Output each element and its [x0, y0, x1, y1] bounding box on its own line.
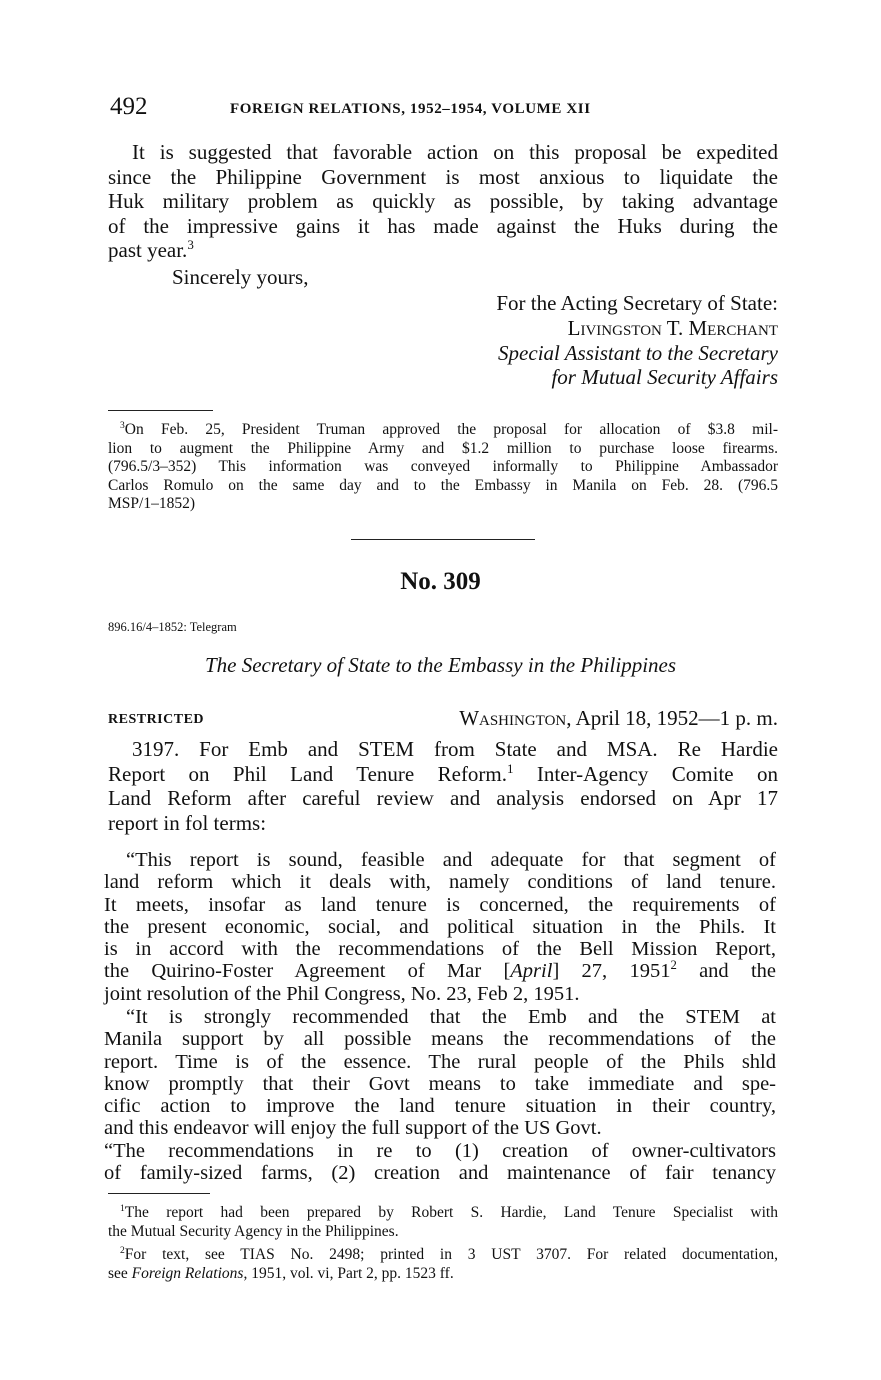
running-title: FOREIGN RELATIONS, 1952–1954, VOLUME XII: [230, 101, 591, 117]
signature-line: For the Acting Secretary of State:: [496, 291, 778, 315]
signatory-title: Special Assistant to the Secretary: [498, 340, 778, 365]
document-number: No. 309: [400, 568, 481, 595]
text-line: cific action to improve the land tenure situation in their country,: [104, 1095, 776, 1118]
text-line: “It is strongly recommended that the Emb and the STEM at: [126, 1006, 776, 1028]
text-line: Land Reform after careful review and analysis endorsed on Apr 17: [108, 786, 778, 811]
text-line: report. Time is of the essence. The rural people of the Phils shld: [104, 1050, 776, 1073]
footnote-line: $^2$For text, see TIAS No. 2498; printed in 3 UST 3707. For related documentation,: [120, 1244, 778, 1263]
text-line: Manila support by all possible means the recommendations of the: [104, 1028, 776, 1051]
text-line: It meets, insofar as land tenure is concerned, the requirements of: [104, 893, 776, 916]
quoted-paragraph: [104, 849, 776, 1005]
text-line: is in accord with the recommendations of the Bell Mission Report,: [104, 938, 776, 961]
text-line: know promptly that their Govt means to take immediate and spe-: [104, 1072, 776, 1095]
text-line: land reform which it deals with, namely conditions of land tenure.: [104, 871, 776, 894]
text-line: since the Philippine Government is most anxious to liquidate the: [108, 164, 778, 189]
signature-block: [278, 291, 778, 390]
footnote-3: [108, 421, 778, 514]
footnote-line: the Mutual Security Agency in the Philippines.: [108, 1222, 399, 1240]
signatory-name: Livingston T. Merchant: [567, 315, 778, 340]
text-line: joint resolution of the Phil Congress, No. 23, Feb 2, 1951.: [104, 982, 580, 1005]
letter-closing: Sincerely yours,: [172, 265, 309, 289]
text-line: “This report is sound, feasible and adequate for that segment of: [126, 849, 776, 871]
document-title: The Secretary of State to the Embassy in the Philippines: [204, 653, 677, 677]
footnote-1: [108, 1204, 778, 1241]
text-line: past year.$^3$: [108, 237, 194, 263]
text-line: Huk military problem as quickly as possible, by taking advantage: [108, 189, 778, 214]
page-number: 492: [110, 93, 148, 120]
text-line: 3197. For Emb and STEM from State and MSA. Re Hardie: [132, 737, 778, 761]
classification-label: RESTRICTED: [108, 712, 205, 727]
footnote-ref: 3: [187, 237, 194, 253]
dateline: Washington, April 18, 1952—1 p. m.: [459, 706, 778, 730]
text-line: the Quirino-Foster Agreement of Mar [April] 27, 1951$^2$ and the: [104, 958, 777, 983]
previous-letter-paragraph: [108, 140, 778, 263]
section-divider: [351, 539, 535, 540]
text-line: Report on Phil Land Tenure Reform.$^1$ Inter-Agency Comite on: [108, 760, 778, 786]
text-line: report in fol terms:: [108, 810, 267, 835]
telegram-paragraph: [108, 737, 778, 835]
footnote-line: see Foreign Relations, 1951, vol. vi, Part 2, pp. 1523 ff.: [108, 1264, 454, 1282]
footnote-line: MSP/1–1852): [108, 495, 195, 512]
footnote-ref: 1: [507, 760, 514, 776]
footnote-line: (796.5/3–352) This information was conveyed informally to Philippine Ambassador: [108, 458, 778, 475]
running-head: [110, 92, 780, 122]
footnote-line: lion to augment the Philippine Army and $1.2 million to purchase loose firearms.: [108, 439, 778, 457]
footnote-line: Carlos Romulo on the same day and to the Embassy in Manila on Feb. 28. (796.5: [108, 476, 778, 494]
text-line: of family-sized farms, (2) creation and maintenance of fair tenancy: [104, 1162, 776, 1185]
file-reference: 896.16/4–1852: Telegram: [108, 620, 237, 634]
footnote-line: $^3$On Feb. 25, President Truman approved the proposal for allocation of $3.8 mil-: [120, 419, 778, 438]
quoted-paragraph: [104, 1006, 776, 1140]
quoted-paragraph: [104, 1140, 776, 1185]
footnote-rule: [108, 1193, 210, 1194]
footnote-2: [108, 1246, 778, 1283]
text-line: of the impressive gains it has made against the Huks during the: [108, 213, 778, 238]
text-line: “The recommendations in re to (1) creation of owner-cultivators: [104, 1140, 776, 1162]
text-line: the present economic, social, and political situation in the Phils. It: [104, 915, 776, 938]
footnote-rule: [108, 410, 213, 411]
signatory-title: for Mutual Security Affairs: [551, 365, 778, 390]
text-line: and this endeavor will enjoy the full support of the US Govt.: [104, 1117, 602, 1140]
text-line: It is suggested that favorable action on this proposal be expedited: [132, 140, 778, 164]
footnote-line: $^1$The report had been prepared by Robert S. Hardie, Land Tenure Specialist with: [120, 1202, 778, 1221]
footnote-ref: 2: [670, 958, 677, 973]
